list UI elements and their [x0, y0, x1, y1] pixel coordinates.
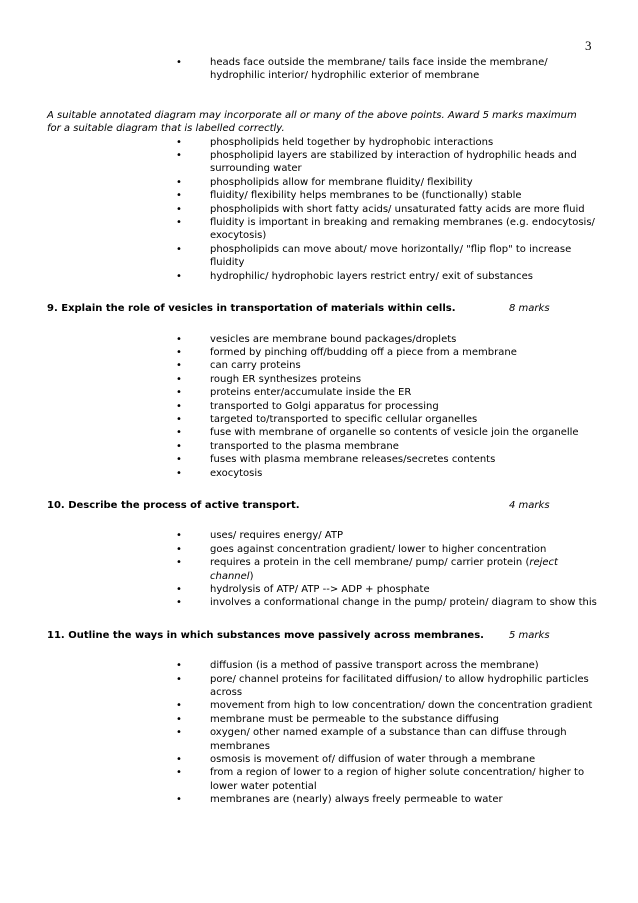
- list-item: • involves a conformational change in the pump/ protein/ diagram to show this: [176, 597, 597, 609]
- page-number: 3: [585, 38, 592, 53]
- question-9-heading: [47, 302, 597, 315]
- bullet-icon: •: [176, 794, 182, 806]
- question-10-answers: [47, 529, 597, 609]
- bullet-icon: •: [176, 150, 182, 162]
- list-item: • osmosis is movement of/ diffusion of water through a membrane: [176, 754, 536, 766]
- list-item: • membranes are (nearly) always freely permeable to water: [176, 794, 503, 806]
- bullet-icon: •: [176, 203, 182, 215]
- question-11-answers: [47, 659, 597, 806]
- list-item: • fuse with membrane of organelle so contents of vesicle join the organelle: [176, 427, 579, 439]
- list-item: • transported to Golgi apparatus for processing: [176, 400, 439, 412]
- bullet-icon: •: [176, 727, 182, 739]
- list-item: • phospholipids with short fatty acids/ unsaturated fatty acids are more fluid: [176, 203, 585, 215]
- list-item: • fluidity/ flexibility helps membranes to be (functionally) stable: [176, 190, 522, 202]
- bullet-icon: •: [176, 387, 182, 399]
- question-title: 9. Explain the role of vesicles in transportation of materials within cells.: [47, 303, 456, 315]
- bullet-icon: •: [176, 530, 182, 542]
- question-marks: 5 marks: [509, 629, 550, 641]
- list-item: • fluidity is important in breaking and remaking membranes (e.g. endocytosis/ exocytosis): [176, 217, 595, 242]
- bullet-icon: •: [176, 400, 182, 412]
- bullet-icon: •: [176, 346, 182, 358]
- list-item: • phospholipids held together by hydrophobic interactions: [176, 136, 494, 148]
- bullet-icon: •: [176, 243, 182, 255]
- bullet-icon: •: [176, 427, 182, 439]
- bullet-icon: •: [176, 176, 182, 188]
- bullet-icon: •: [176, 333, 182, 345]
- question-title: 10. Describe the process of active transport.: [47, 499, 300, 511]
- bullet-icon: •: [176, 440, 182, 452]
- list-item: • from a region of lower to a region of higher solute concentration/ higher to lower water potential: [176, 767, 585, 792]
- list-item: • goes against concentration gradient/ lower to higher concentration: [176, 543, 547, 555]
- list-item: • fuses with plasma membrane releases/secretes contents: [176, 454, 496, 466]
- bullet-icon: •: [176, 713, 182, 725]
- note-bullet-list: [47, 136, 597, 283]
- question-10-heading: [47, 499, 597, 512]
- question-title: 11. Outline the ways in which substances move passively across membranes.: [47, 629, 484, 641]
- list-item: • proteins enter/accumulate inside the ER: [176, 387, 412, 399]
- list-item: • transported to the plasma membrane: [176, 440, 399, 452]
- intro-bullet-list: [47, 56, 597, 83]
- bullet-icon: •: [176, 136, 182, 148]
- list-item: • phospholipid layers are stabilized by interaction of hydrophilic heads and surrounding water: [176, 150, 577, 175]
- list-item: • rough ER synthesizes proteins: [176, 373, 362, 385]
- bullet-icon: •: [176, 557, 182, 569]
- document-body: [47, 56, 597, 807]
- bullet-icon: •: [176, 754, 182, 766]
- list-item: • can carry proteins: [176, 360, 301, 372]
- list-item: • hydrolysis of ATP/ ATP --> ADP + phosphate: [176, 584, 430, 595]
- bullet-icon: •: [176, 467, 182, 479]
- bullet-icon: •: [176, 597, 182, 609]
- list-item: • requires a protein in the cell membrane/ pump/ carrier protein (reject channel): [176, 557, 558, 582]
- question-9-answers: [47, 333, 597, 480]
- bullet-icon: •: [176, 360, 182, 372]
- list-item: • oxygen/ other named example of a substance than can diffuse through membranes: [176, 727, 567, 752]
- bullet-icon: •: [176, 190, 182, 202]
- marking-note: A suitable annotated diagram may incorporate all or many of the above points. Award 5 marks maximum for a suitable diagram that is labelled correctly.: [47, 109, 577, 135]
- list-item: • targeted to/transported to specific cellular organelles: [176, 413, 478, 425]
- list-item: • uses/ requires energy/ ATP: [176, 530, 343, 542]
- bullet-icon: •: [176, 584, 182, 595]
- bullet-icon: •: [176, 700, 182, 712]
- list-item: • diffusion (is a method of passive transport across the membrane): [176, 660, 539, 672]
- bullet-icon: •: [176, 57, 182, 68]
- question-11-heading: [47, 629, 597, 642]
- bullet-icon: •: [176, 217, 182, 229]
- bullet-icon: •: [176, 767, 182, 779]
- question-marks: 4 marks: [509, 499, 550, 511]
- list-item: • membrane must be permeable to the substance diffusing: [176, 713, 500, 725]
- list-item: • vesicles are membrane bound packages/droplets: [176, 333, 457, 345]
- bullet-icon: •: [176, 270, 182, 282]
- list-item: • phospholipids can move about/ move horizontally/ "flip flop" to increase fluidity: [176, 243, 572, 269]
- list-item: • formed by pinching off/budding off a piece from a membrane: [176, 346, 517, 358]
- list-item: • exocytosis: [176, 467, 263, 479]
- list-item: • movement from high to low concentration/ down the concentration gradient: [176, 700, 593, 712]
- list-item: • heads face outside the membrane/ tails face inside the membrane/ hydrophilic interior/ hydrophilic exterior of membrane: [176, 57, 548, 82]
- bullet-icon: •: [176, 673, 182, 685]
- bullet-icon: •: [176, 413, 182, 425]
- bullet-icon: •: [176, 543, 182, 555]
- list-item: • pore/ channel proteins for facilitated diffusion/ to allow hydrophilic particles across: [176, 673, 589, 699]
- bullet-icon: •: [176, 454, 182, 466]
- bullet-icon: •: [176, 660, 182, 672]
- list-item: • hydrophilic/ hydrophobic layers restrict entry/ exit of substances: [176, 270, 533, 282]
- list-item: • phospholipids allow for membrane fluidity/ flexibility: [176, 176, 473, 188]
- question-marks: 8 marks: [509, 303, 550, 315]
- bullet-icon: •: [176, 373, 182, 385]
